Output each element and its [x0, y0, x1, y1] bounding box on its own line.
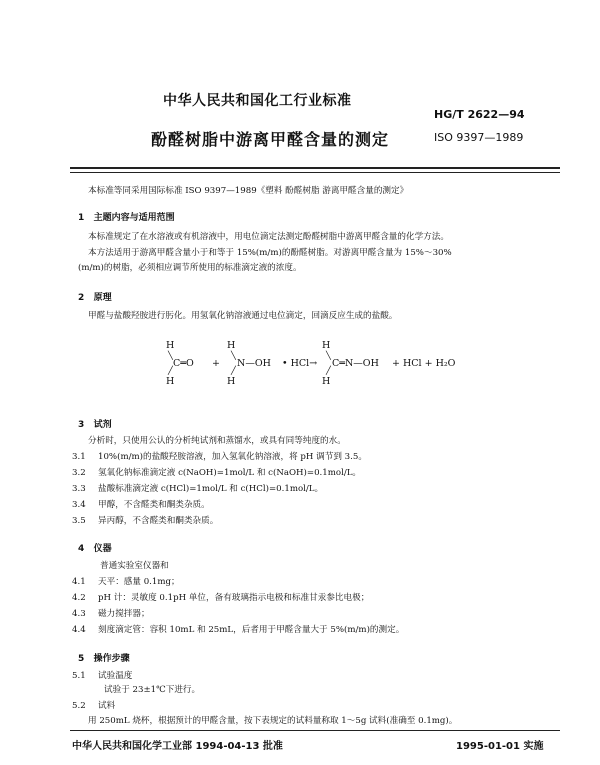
bond-line: ╱: [168, 366, 173, 375]
bond-line: ╱: [326, 366, 331, 375]
section-1-heading: [78, 210, 175, 223]
item-number: 5.2: [72, 701, 86, 711]
paragraph: (m/m)的树脂，必须相应调节所使用的标准滴定液的浓度。: [78, 263, 302, 273]
list-item: [72, 452, 367, 463]
header-rule-bottom: [70, 172, 560, 173]
paragraph: 甲醛与盐酸羟胺进行肟化。用氢氧化钠溶液通过电位滴定，回滴反应生成的盐酸。: [88, 311, 398, 321]
bond-line: ╲: [326, 351, 331, 360]
paragraph: 普通实验室仪器和: [100, 561, 169, 571]
section-title: 仪器: [93, 544, 112, 554]
item-text: 磁力搅拌器；: [98, 609, 150, 619]
section-3-heading: [78, 417, 112, 430]
section-title: 主题内容与适用范围: [93, 213, 175, 223]
plus-sign: +: [212, 358, 220, 369]
footer-rule: [70, 730, 560, 731]
item-text: pH 计：灵敏度 0.1pH 单位，备有玻璃指示电极和标准甘汞参比电极；: [98, 593, 370, 603]
approval-date: 中华人民共和国化学工业部 1994-04-13 批准: [72, 741, 283, 752]
list-item: [72, 500, 210, 511]
section-number: 1: [78, 213, 85, 223]
section-number: 3: [78, 420, 85, 430]
item-number: 4.1: [72, 577, 86, 587]
issuing-organization: 中华人民共和国化工行业标准: [163, 93, 352, 109]
intro-text: 本标准等同采用国际标准 ISO 9397—1989《塑料 酚醛树脂 游离甲醛含量的测定》: [88, 186, 409, 196]
subsection-heading: [72, 701, 115, 712]
list-item: [72, 484, 323, 495]
section-title: 操作步骤: [93, 654, 130, 664]
section-number: 2: [78, 293, 85, 303]
item-number: 3.4: [72, 500, 86, 510]
item-text: 天平：感量 0.1mg；: [98, 577, 180, 587]
bond-line: ╱: [231, 366, 236, 375]
item-text: 异丙醇，不含醛类和酮类杂质。: [98, 516, 219, 526]
item-title: 试验温度: [98, 671, 133, 681]
section-number: 5: [78, 654, 85, 664]
hydrogen-atom: H: [227, 340, 236, 351]
list-item: [72, 593, 369, 604]
item-number: 5.1: [72, 671, 86, 681]
item-number: 3.3: [72, 484, 86, 494]
hcl-arrow: • HCl→: [282, 358, 318, 369]
hydrogen-atom: H: [166, 376, 175, 387]
list-item: [72, 516, 218, 527]
list-item: [72, 625, 404, 636]
item-number: 4.4: [72, 625, 86, 635]
list-item: [72, 577, 180, 588]
section-4-heading: [78, 541, 112, 554]
list-item: [72, 609, 150, 620]
section-number: 4: [78, 544, 85, 554]
document-title: 酚醛树脂中游离甲醛含量的测定: [151, 130, 390, 149]
paragraph: 试验于 23±1℃下进行。: [104, 685, 201, 695]
hydroxylamine-group: N—OH: [237, 358, 271, 369]
list-item: [72, 468, 361, 479]
paragraph: 本标准规定了在水溶液或有机溶液中，用电位滴定法测定酚醛树脂中游离甲醛含量的化学方法。: [88, 232, 449, 242]
item-text: 刻度滴定管：容积 10mL 和 25mL，后者用于甲醛含量大于 5%(m/m)的测定。: [98, 625, 405, 635]
reaction-products: + HCl + H₂O: [392, 358, 456, 369]
oxime-group: C═N—OH: [332, 358, 379, 369]
item-number: 4.2: [72, 593, 86, 603]
section-title: 试剂: [93, 420, 112, 430]
subsection-heading: [72, 671, 132, 682]
section-title: 原理: [93, 293, 112, 303]
carbonyl-group: C═O: [173, 358, 194, 369]
bond-line: ╲: [231, 351, 236, 360]
standard-code: HG/T 2622—94: [434, 108, 525, 121]
hydrogen-atom: H: [322, 340, 331, 351]
section-2-heading: [78, 290, 112, 303]
section-5-heading: [78, 651, 130, 664]
item-text: 甲醇，不含醛类和酮类杂质。: [98, 500, 210, 510]
iso-reference: ISO 9397—1989: [434, 131, 524, 144]
item-number: 3.1: [72, 452, 86, 462]
implementation-date: 1995-01-01 实施: [456, 741, 544, 752]
item-text: 盐酸标准滴定液 c(HCl)=1mol/L 和 c(HCl)=0.1mol/L。: [98, 484, 324, 494]
item-text: 氢氧化钠标准滴定液 c(NaOH)=1mol/L 和 c(NaOH)=0.1mol/L。: [98, 468, 362, 478]
hydrogen-atom: H: [322, 376, 331, 387]
item-text: 10%(m/m)的盐酸羟胺溶液，加入氢氧化钠溶液，将 pH 调节到 3.5。: [98, 452, 367, 462]
paragraph: 分析时，只使用公认的分析纯试剂和蒸馏水，或具有同等纯度的水。: [88, 436, 346, 446]
paragraph: 用 250mL 烧杯，根据预计的甲醛含量，按下表规定的试料量称取 1～5g 试料(准确至 0.1mg)。: [88, 716, 458, 726]
bond-line: ╲: [168, 351, 173, 360]
hydrogen-atom: H: [166, 340, 175, 351]
hydrogen-atom: H: [227, 376, 236, 387]
item-number: 3.5: [72, 516, 86, 526]
item-title: 试料: [98, 701, 116, 711]
item-number: 3.2: [72, 468, 86, 478]
item-number: 4.3: [72, 609, 86, 619]
paragraph: 本方法适用于游离甲醛含量小于和等于 15%(m/m)的酚醛树脂。对游离甲醛含量为 15%～30%: [88, 248, 452, 258]
header-rule-top: [70, 167, 560, 169]
